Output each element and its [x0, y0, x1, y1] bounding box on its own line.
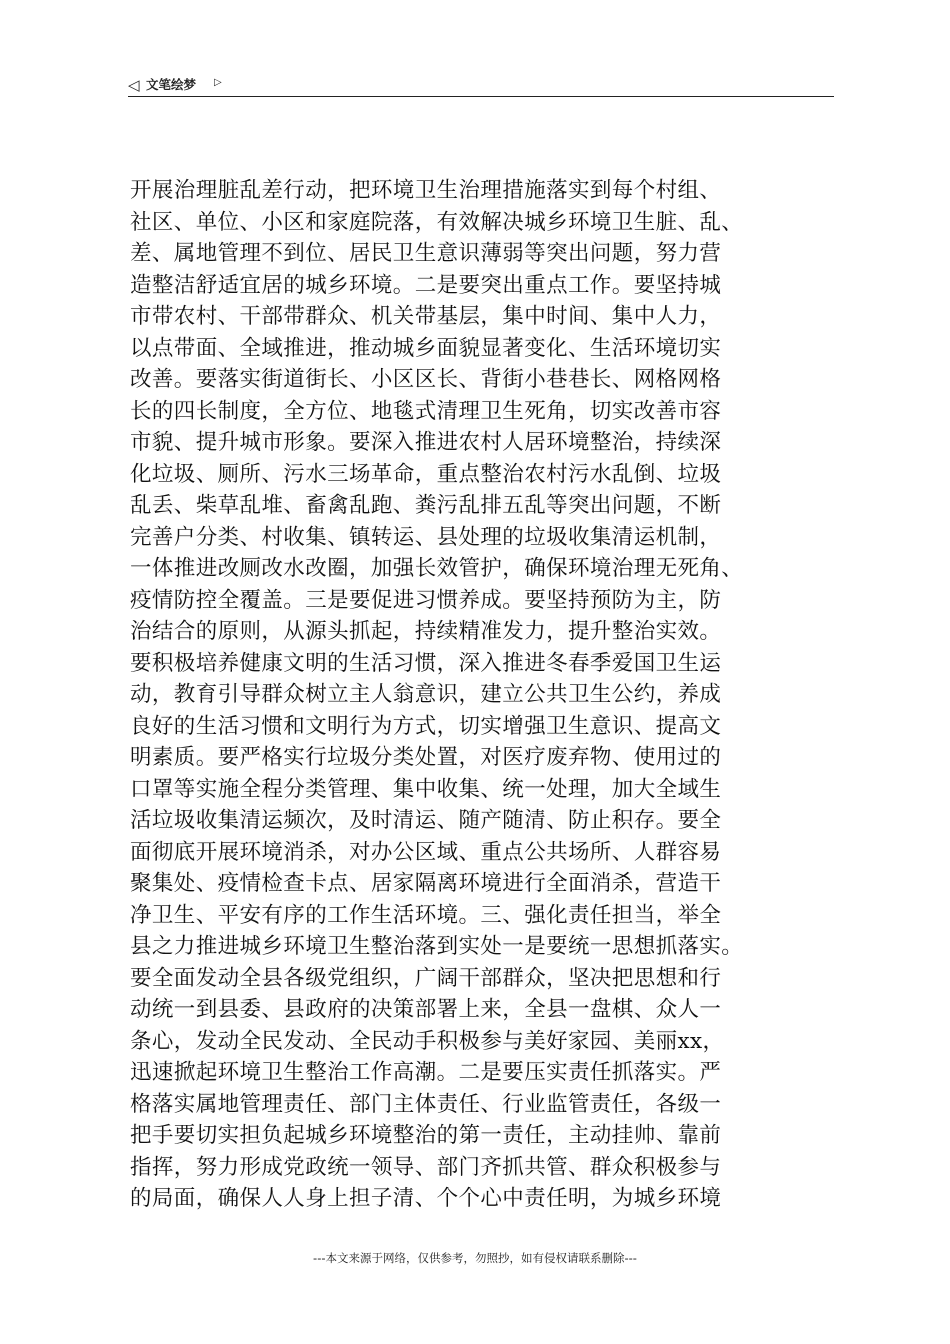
- body-line: 完善户分类、村收集、镇转运、县处理的垃圾收集清运机制，: [130, 524, 722, 550]
- body-line: 以点带面、全域推进，推动城乡面貌显著变化、生活环境切实: [130, 335, 722, 361]
- body-line: 动，教育引导群众树立主人翁意识，建立公共卫生公约，养成: [130, 682, 722, 707]
- body-line: 明素质。要严格实行垃圾分类处置，对医疗废弃物、使用过的: [130, 745, 722, 770]
- header-divider: [128, 96, 834, 97]
- body-line: 净卫生、平安有序的工作生活环境。三、强化责任担当，举全: [130, 902, 722, 928]
- body-line: 聚集处、疫情检查卡点、居家隔离环境进行全面消杀，营造干: [130, 871, 722, 896]
- body-line: 活垃圾收集清运频次，及时清运、随产随清、防止积存。要全: [130, 808, 722, 833]
- body-line: 乱丢、柴草乱堆、畜禽乱跑、粪污乱排五乱等突出问题，不断: [130, 493, 722, 518]
- body-line: 条心，发动全民发动、全民动手积极参与美好家园、美丽xx，: [130, 1028, 725, 1054]
- body-line: 市带农村、干部带群众、机关带基层，集中时间、集中人力，: [130, 304, 722, 329]
- body-line: 要全面发动全县各级党组织，广阔干部群众，坚决把思想和行: [130, 965, 722, 991]
- page-header: [128, 74, 834, 96]
- body-line: 县之力推进城乡环境卫生整治落到实处一是要统一思想抓落实。: [130, 934, 744, 959]
- body-line: 口罩等实施全程分类管理、集中收集、统一处理，加大全域生: [130, 776, 722, 802]
- body-line: 造整洁舒适宜居的城乡环境。二是要突出重点工作。要坚持城: [130, 272, 722, 298]
- body-line: 格落实属地管理责任、部门主体责任、行业监管责任，各级一: [130, 1091, 722, 1117]
- body-line: 良好的生活习惯和文明行为方式，切实增强卫生意识、提高文: [130, 713, 722, 739]
- body-line: 差、属地管理不到位、居民卫生意识薄弱等突出问题，努力营: [130, 241, 722, 266]
- footer-disclaimer: ---本文来源于网络，仅供参考，勿照抄，如有侵权请联系删除---: [313, 1251, 637, 1265]
- body-line: 疫情防控全覆盖。三是要促进习惯养成。要坚持预防为主，防: [130, 587, 722, 613]
- body-line: 一体推进改厕改水改圈，加强长效管护，确保环境治理无死角、: [130, 556, 744, 581]
- body-line: 化垃圾、厕所、污水三场革命，重点整治农村污水乱倒、垃圾: [130, 461, 722, 487]
- body-line: 指挥，努力形成党政统一领导、部门齐抓共管、群众积极参与: [130, 1154, 722, 1180]
- body-line: 开展治理脏乱差行动，把环境卫生治理措施落实到每个村组、: [130, 178, 722, 203]
- triangle-right-icon: ▷: [214, 77, 222, 88]
- brand-label: 文笔绘梦: [146, 77, 197, 92]
- triangle-left-icon: ◁: [128, 76, 140, 94]
- body-line: 社区、单位、小区和家庭院落，有效解决城乡环境卫生脏、乱、: [130, 209, 744, 235]
- document-body: [130, 175, 838, 1215]
- body-line: 把手要切实担负起城乡环境整治的第一责任，主动挂帅、靠前: [130, 1123, 722, 1148]
- body-line: 迅速掀起环境卫生整治工作高潮。二是要压实责任抓落实。严: [130, 1060, 722, 1085]
- body-line: 治结合的原则，从源头抓起，持续精准发力，提升整治实效。: [130, 619, 722, 644]
- body-line: 动统一到县委、县政府的决策部署上来，全县一盘棋、众人一: [130, 997, 722, 1022]
- body-line: 长的四长制度，全方位、地毯式清理卫生死角，切实改善市容: [130, 398, 722, 424]
- body-line: 要积极培养健康文明的生活习惯，深入推进冬春季爱国卫生运: [130, 650, 722, 676]
- body-line: 市貌、提升城市形象。要深入推进农村人居环境整治，持续深: [130, 430, 722, 455]
- body-line: 的局面，确保人人身上担子清、个个心中责任明，为城乡环境: [130, 1186, 722, 1211]
- body-line: 面彻底开展环境消杀，对办公区域、重点公共场所、人群容易: [130, 839, 722, 865]
- body-line: 改善。要落实街道街长、小区区长、背街小巷巷长、网格网格: [130, 367, 722, 392]
